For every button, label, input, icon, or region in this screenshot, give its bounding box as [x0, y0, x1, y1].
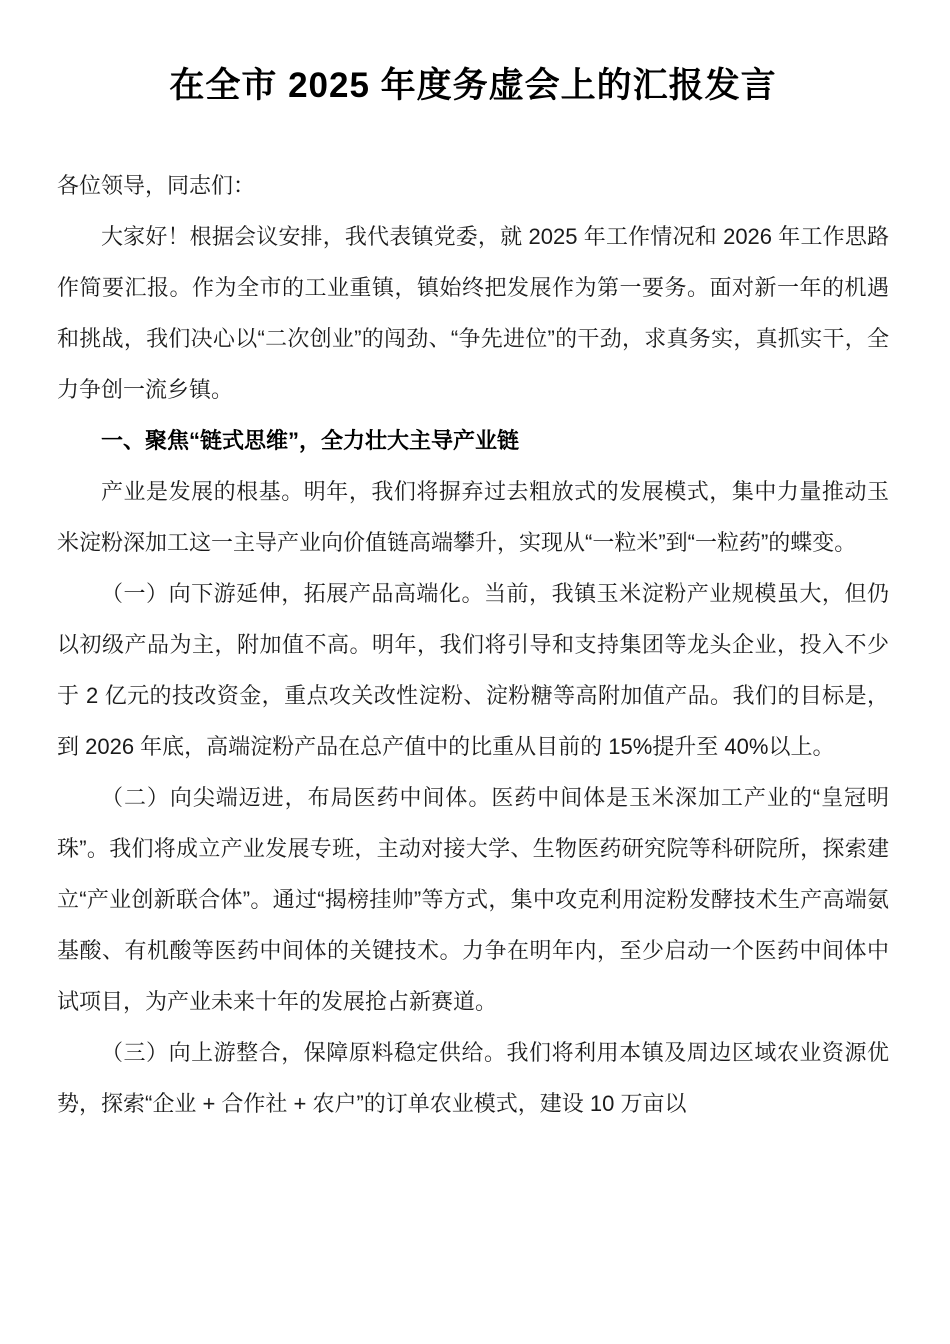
paragraph: （二）向尖端迈进，布局医药中间体。医药中间体是玉米深加工产业的“皇冠明珠”。我们将成立产业发展专班，主动对接大学、生物医药研究院等科研院所，探索建立“产业创新联合体”。通过“揭榜挂帅”等方式，集中攻克利用淀粉发酵技术生产高端氨基酸、有机酸等医药中间体的关键技术。力争在明年内，至少启动一个医药中间体中试项目，为产业未来十年的发展抢占新赛道。 — [57, 785, 889, 1014]
document-title: 在全市 2025 年度务虚会上的汇报发言 — [169, 66, 777, 105]
salutation-line: 各位领导，同志们： — [57, 173, 256, 198]
paragraph: （一）向下游延伸，拓展产品高端化。当前，我镇玉米淀粉产业规模虽大，但仍以初级产品为主，附加值不高。明年，我们将引导和支持集团等龙头企业，投入不少于 2 亿元的技改资金，重点攻关改性淀粉、淀粉糖等高附加值产品。我们的目标是，到 2026 年底，高端淀粉产品在总产值中的比重从目前的 15%提升至 40%以上。 — [57, 581, 889, 759]
document-body — [57, 211, 889, 1129]
section-heading: 一、聚焦“链式思维”，全力壮大主导产业链 — [101, 428, 520, 453]
paragraph: 产业是发展的根基。明年，我们将摒弃过去粗放式的发展模式，集中力量推动玉米淀粉深加工这一主导产业向价值链高端攀升，实现从“一粒米”到“一粒药”的蝶变。 — [57, 479, 889, 555]
paragraph: 大家好！根据会议安排，我代表镇党委，就 2025 年工作情况和 2026 年工作思路作简要汇报。作为全市的工业重镇，镇始终把发展作为第一要务。面对新一年的机遇和挑战，我们决心以“二次创业”的闯劲、“争先进位”的干劲，求真务实，真抓实干，全力争创一流乡镇。 — [57, 224, 889, 402]
paragraph: （三）向上游整合，保障原料稳定供给。我们将利用本镇及周边区域农业资源优势，探索“企业 + 合作社 + 农户”的订单农业模式，建设 10 万亩以 — [57, 1040, 889, 1116]
